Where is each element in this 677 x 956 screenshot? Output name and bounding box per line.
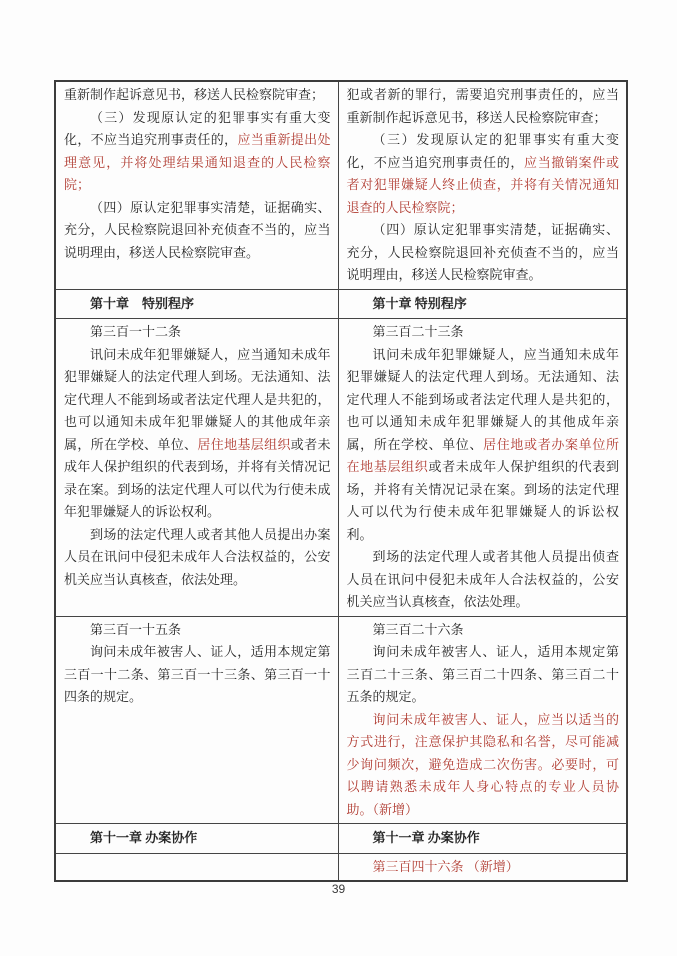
paragraph xyxy=(347,344,620,547)
text-segment: 第三百一十五条 xyxy=(90,621,182,637)
text-segment: 第十章 特别程序 xyxy=(90,295,195,311)
chapter-heading xyxy=(64,827,331,850)
paragraph xyxy=(347,546,620,614)
chapter-heading xyxy=(347,293,620,316)
paragraph xyxy=(347,129,620,219)
revised-text-segment: 应当撤销案件或者对犯罪嫌疑人终止侦查，并将有关情况通知退查的人民检察院； xyxy=(346,154,619,215)
text-segment: 到场的法定代理人或者其他人员提出办案人员在讯问中侵犯未成年人合法权益的，公安机关应当认真核查，依法处理。 xyxy=(64,526,331,587)
text-segment: （三）发现原认定的犯罪事实有重大变化，不应当追究刑事责任的， xyxy=(346,132,619,170)
paragraph xyxy=(64,107,331,197)
text-segment: 询问未成年被害人、证人，适用本规定第三百一十二条、第三百一十三条、第三百一十四条的规定。 xyxy=(64,644,331,704)
text-segment: 或者未成年人保护组织的代表到场，并将有关情况记录在案。到场的法定代理人可以代为行使未成年犯罪嫌疑人的诉讼权利。 xyxy=(346,459,619,542)
cell-left xyxy=(55,289,338,319)
paragraph xyxy=(347,619,620,642)
text-segment: 询问未成年被害人、证人，适用本规定第三百二十三条、第三百二十四条、第三百二十五条的规定。 xyxy=(346,644,619,704)
text-segment: （四）原认定犯罪事实清楚，证据确实、充分，人民检察院退回补充侦查不当的，应当说明理由，移送人民检察院审查。 xyxy=(346,222,619,282)
paragraph xyxy=(347,856,620,879)
text-segment: 第三百二十三条 xyxy=(372,324,464,339)
table-row xyxy=(55,824,627,854)
text-segment: （四）原认定犯罪事实清楚，证据确实、充分，人民检察院退回补充侦查不当的，应当说明理由，移送人民检察院审查。 xyxy=(64,199,331,260)
cell-right xyxy=(338,853,627,881)
table-row xyxy=(55,616,627,824)
cell-right xyxy=(338,319,627,617)
revised-text-segment: 询问未成年被害人、证人，应当以适当的方式进行，注意保护其隐私和名誉，尽可能减少询问频次，避免造成二次伤害。必要时，可以聘请熟悉未成年人身心特点的专业人员协助。（新增） xyxy=(346,711,619,817)
cell-right xyxy=(338,289,627,319)
revised-text-segment: 居住地基层组织 xyxy=(197,436,291,452)
cell-left xyxy=(55,824,338,854)
text-segment: 第十一章 办案协作 xyxy=(372,830,480,845)
paragraph xyxy=(347,84,620,129)
chapter-heading xyxy=(64,293,331,316)
cell-left xyxy=(55,616,338,824)
paragraph xyxy=(64,524,331,592)
text-segment: 第十一章 办案协作 xyxy=(90,830,198,845)
paragraph xyxy=(64,321,331,344)
table-row xyxy=(55,319,627,617)
cell-right xyxy=(338,824,627,854)
revised-text-segment: 应当重新提出处理意见，并将处理结果通知退查的人民检察院； xyxy=(64,132,331,192)
text-segment: （三）发现原认定的犯罪事实有重大变化，不应当追究刑事责任的， xyxy=(64,109,331,147)
table-row xyxy=(55,853,627,881)
text-segment: 第三百二十六条 xyxy=(372,621,464,637)
cell-right xyxy=(338,81,627,289)
comparison-table xyxy=(54,80,628,882)
text-segment: 第三百一十二条 xyxy=(90,324,182,339)
text-segment: 重新制作起诉意见书，移送人民检察院审查； xyxy=(64,87,325,102)
cell-right xyxy=(338,616,627,824)
text-segment: 到场的法定代理人或者其他人员提出侦查人员在讯问中侵犯未成年人合法权益的，公安机关应当认真核查，依法处理。 xyxy=(346,549,619,609)
text-segment: 犯或者新的罪行，需要追究刑事责任的，应当重新制作起诉意见书，移送人民检察院审查； xyxy=(346,87,619,125)
cell-left xyxy=(55,853,338,881)
table-row xyxy=(55,289,627,319)
page-number: 39 xyxy=(331,882,346,896)
text-segment: 讯问未成年犯罪嫌疑人，应当通知未成年犯罪嫌疑人的法定代理人到场。无法通知、法定代理人不能到场或者法定代理人是共犯的，也可以通知未成年犯罪嫌疑人的其他成年亲属，所在学校、单位、 xyxy=(64,346,331,452)
paragraph xyxy=(64,619,331,642)
text-segment: 第十章 特别程序 xyxy=(372,295,467,311)
paragraph xyxy=(64,344,331,524)
text-segment: 讯问未成年犯罪嫌疑人，应当通知未成年犯罪嫌疑人的法定代理人到场。无法通知、法定代理人不能到场或者法定代理人是共犯的，也可以通知未成年犯罪嫌疑人的其他成年亲属，所在学校、单位、 xyxy=(346,346,619,452)
paragraph xyxy=(347,641,620,709)
revised-text-segment: 第三百四十六条 （新增） xyxy=(372,858,519,874)
text-segment: 或者未成年人保护组织的代表到场，并将有关情况记录在案。到场的法定代理人可以代为行使未成年犯罪嫌疑人的诉讼权利。 xyxy=(64,436,331,519)
chapter-heading xyxy=(347,827,620,850)
cell-left xyxy=(55,81,338,289)
paragraph xyxy=(64,641,331,709)
paragraph xyxy=(347,321,620,344)
paragraph xyxy=(347,219,620,287)
paragraph xyxy=(347,709,620,822)
cell-left xyxy=(55,319,338,617)
comparison-table-body xyxy=(55,81,627,881)
paragraph xyxy=(64,197,331,265)
paragraph xyxy=(64,84,331,107)
table-row xyxy=(55,81,627,289)
revised-text-segment: 居住地或者办案单位所在地基层组织 xyxy=(346,436,619,474)
